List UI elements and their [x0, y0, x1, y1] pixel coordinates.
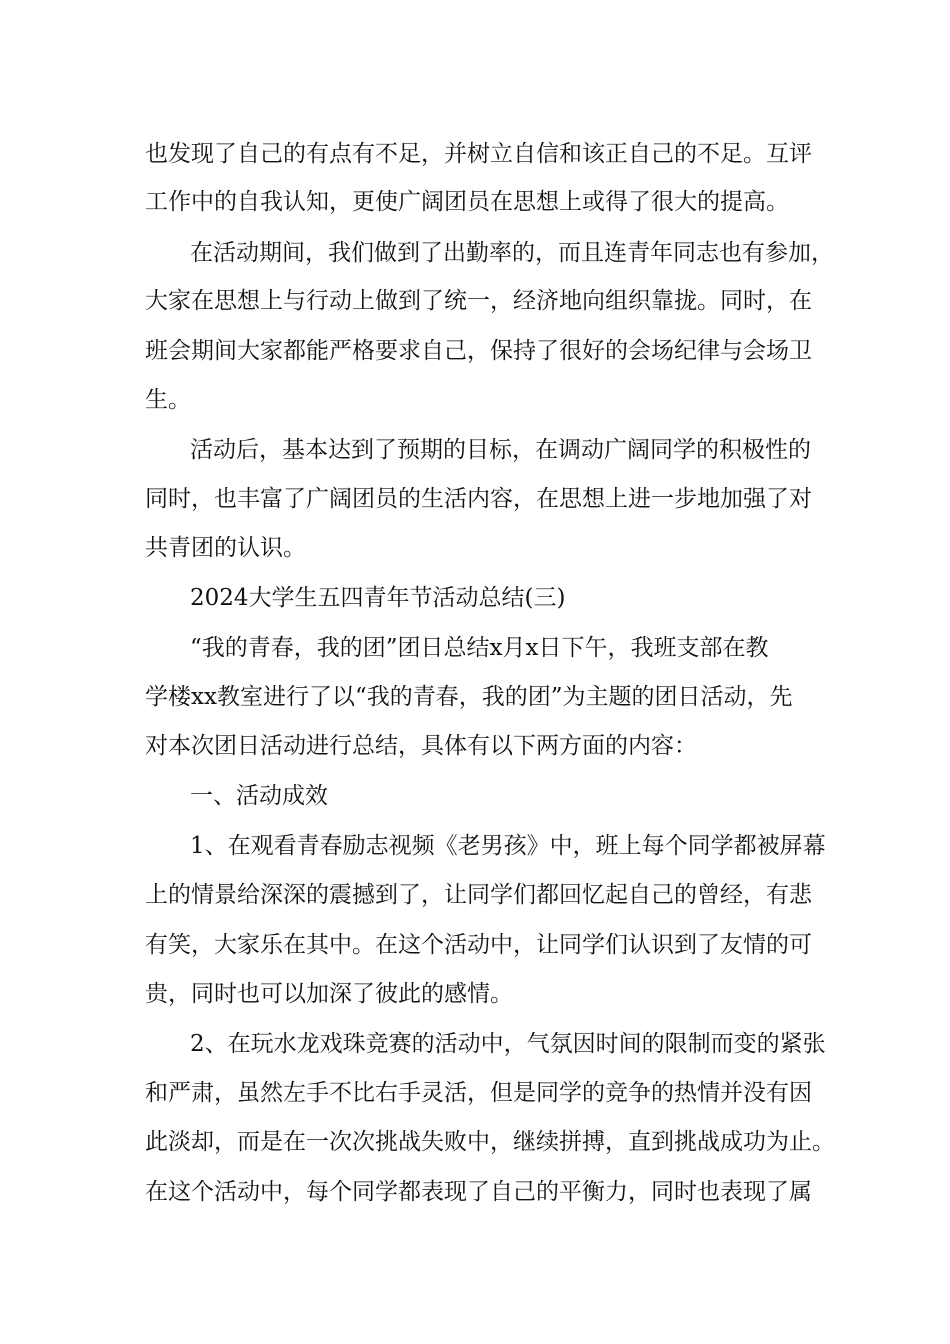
text-line: 也发现了自己的有点有不足，并树立自信和该正自己的不足。互评: [145, 141, 812, 167]
paragraph-start-line: 在活动期间，我们做到了出勤率的，而且连青年同志也有参加，: [190, 240, 834, 266]
text-line: 此淡却，而是在一次次挑战失败中，继续拼搏，直到挑战成功为止。: [145, 1129, 835, 1155]
text-line: 共青团的认识。: [145, 535, 306, 561]
text-line: 生。: [145, 387, 191, 413]
text-line: 学楼xx教室进行了以“我的青春，我的团”为主题的团日活动，先: [145, 684, 793, 710]
text-line: 和严肃，虽然左手不比右手灵活，但是同学的竞争的热情并没有因: [145, 1080, 812, 1106]
text-line: 工作中的自我认知，更使广阔团员在思想上或得了很大的提高。: [145, 189, 789, 215]
text-line: 上的情景给深深的震撼到了，让同学们都回忆起自己的曾经，有悲: [145, 882, 812, 908]
text-line: 有笑，大家乐在其中。在这个活动中，让同学们认识到了友情的可: [145, 932, 812, 958]
section-title: 2024大学生五四青年节活动总结(三): [190, 585, 566, 611]
text-line: 大家在思想上与行动上做到了统一，经济地向组织靠拢。同时，在: [145, 288, 812, 314]
text-line: 对本次团日活动进行总结，具体有以下两方面的内容：: [145, 733, 697, 759]
text-line: 同时，也丰富了广阔团员的生活内容，在思想上进一步地加强了对: [145, 486, 812, 512]
section-heading: 一、活动成效: [190, 783, 328, 809]
paragraph-start-line: 1、在观看青春励志视频《老男孩》中，班上每个同学都被屏幕: [190, 833, 826, 859]
text-line: 在这个活动中，每个同学都表现了自己的平衡力，同时也表现了属: [145, 1179, 812, 1205]
text-line: 班会期间大家都能严格要求自己，保持了很好的会场纪律与会场卫: [145, 338, 812, 364]
paragraph-start-line: “我的青春，我的团”团日总结x月x日下午，我班支部在教: [190, 635, 769, 661]
paragraph-start-line: 活动后，基本达到了预期的目标，在调动广阔同学的积极性的: [190, 437, 811, 463]
paragraph-start-line: 2、在玩水龙戏珠竞赛的活动中，气氛因时间的限制而变的紧张: [190, 1031, 826, 1057]
text-line: 贵，同时也可以加深了彼此的感情。: [145, 981, 513, 1007]
